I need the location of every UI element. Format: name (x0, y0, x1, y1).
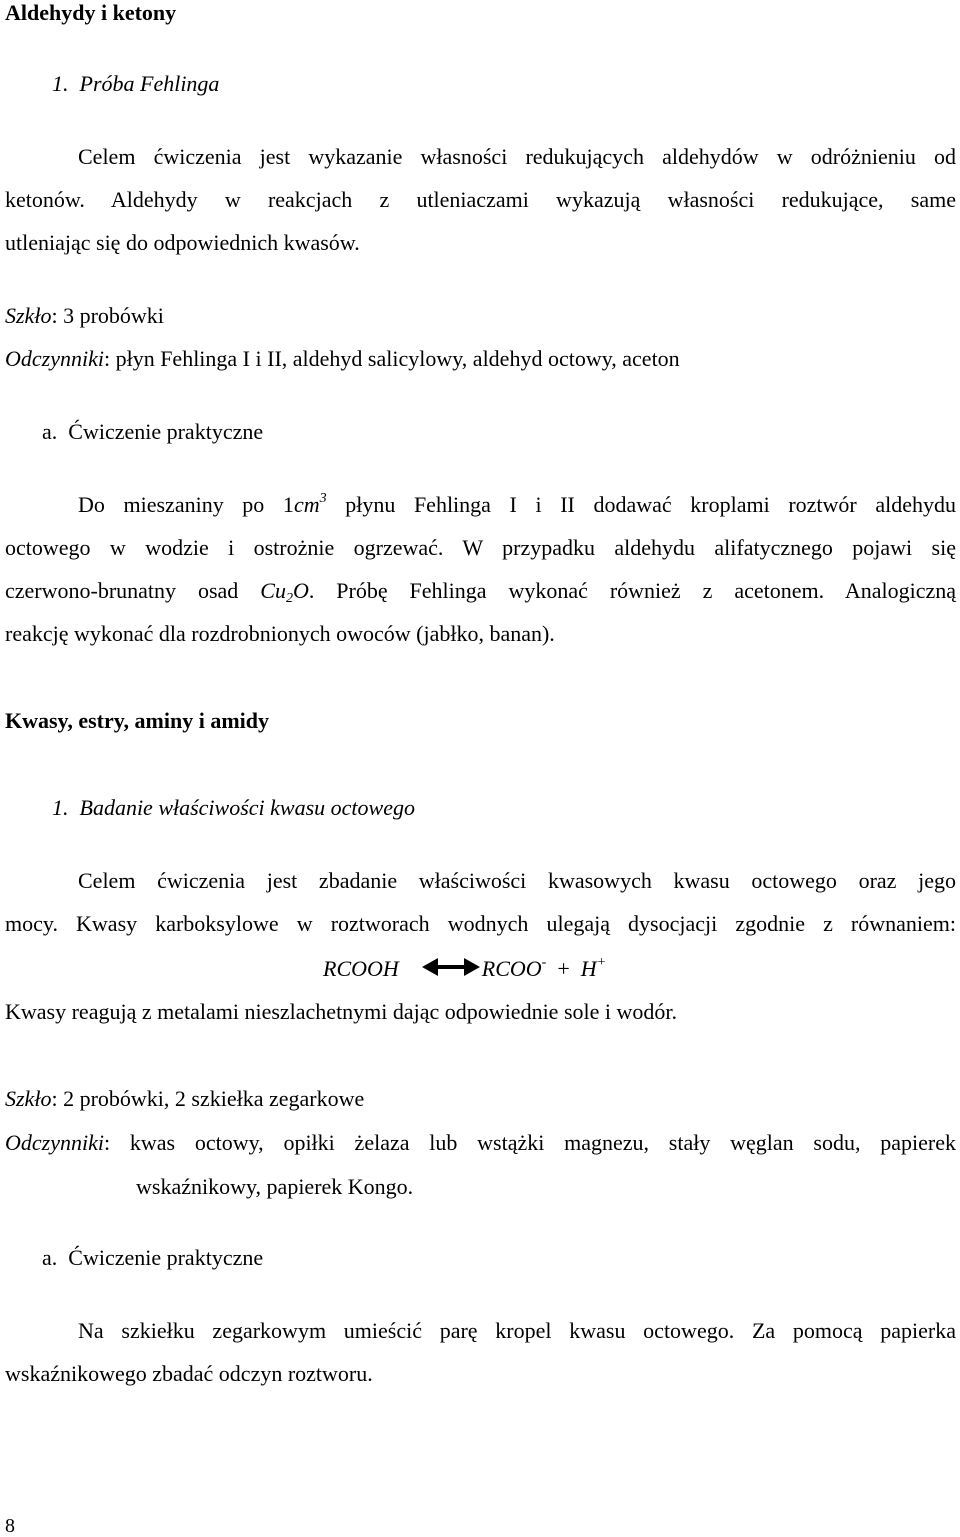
glass-list (5, 305, 164, 327)
eq-proton-text: H (580, 956, 597, 981)
exercise-heading (42, 421, 263, 443)
eq-anion-charge: - (541, 955, 547, 970)
exercise-letter: a. (42, 1245, 58, 1270)
eq-plus: + (557, 956, 570, 981)
reagents-text: : płyn Fehlinga I i II, aldehyd salicylowy, aldehyd octowy, aceton (103, 346, 680, 371)
page-number: 8 (5, 1515, 15, 1537)
item-title: Badanie właściwości kwasu octowego (79, 795, 415, 820)
unit-exponent: 3 (319, 491, 327, 506)
item-heading-fehling (52, 73, 219, 95)
glass-label: Szkło (5, 303, 52, 328)
reagents-list (5, 1132, 956, 1154)
formula-cu2o (260, 578, 309, 606)
paragraph-line: octowego w wodzie i ostrożnie ogrzewać. W przypadku aldehydu alifatycznego pojawi się (5, 535, 956, 560)
text-run: płynu Fehlinga I i II dodawać kroplami roztwór aldehydu (345, 492, 956, 517)
text-run: czerwono-brunatny osad (5, 578, 239, 603)
paragraph-line: ketonów. Aldehydy w reakcjach z utleniaczami wykazują własności redukujące, same (5, 187, 956, 212)
reagents-label: Odczynniki (5, 346, 104, 371)
paragraph-line (5, 578, 957, 606)
glass-text: : 2 probówki, 2 szkiełka zegarkowe (51, 1086, 365, 1111)
eq-proton-charge: + (596, 955, 607, 970)
text-run: . Próbę Fehlinga wykonać również z acetonem. Analogiczną (308, 578, 957, 603)
item-number: 1. (52, 71, 69, 96)
text-run: Do mieszaniny po 1 (78, 492, 294, 517)
exercise-letter: a. (42, 419, 58, 444)
exercise-title: Ćwiczenie praktyczne (68, 1245, 264, 1270)
paragraph-line: Celem ćwiczenia jest zbadanie właściwości kwasowych kwasu octowego oraz jego (78, 868, 956, 893)
item-number: 1. (52, 795, 69, 820)
item-heading-acetic-acid (52, 797, 415, 819)
formula-part: Cu (260, 578, 286, 603)
paragraph-line: Kwasy reagują z metalami nieszlachetnymi dając odpowiednie sole i wodór. (5, 999, 677, 1024)
paragraph-line: utleniając się do odpowiednich kwasów. (5, 230, 360, 255)
eq-anion-text: RCOO (481, 956, 542, 981)
glass-label: Szkło (5, 1086, 52, 1111)
paragraph-line: Na szkiełku zegarkowym umieścić parę kropel kwasu octowego. Za pomocą papierka (78, 1318, 956, 1343)
unit (294, 492, 327, 517)
eq-proton (581, 956, 606, 981)
paragraph-line: wskaźnikowego zbadać odczyn roztworu. (5, 1361, 373, 1386)
glass-list (5, 1088, 364, 1110)
reagents-continuation: wskaźnikowy, papierek Kongo. (136, 1174, 414, 1199)
formula-part: O (292, 578, 309, 603)
reagents-label: Odczynniki (5, 1130, 104, 1155)
paragraph-line: reakcję wykonać dla rozdrobnionych owoców (jabłko, banan). (5, 621, 555, 646)
eq-product-anion (482, 956, 547, 981)
equilibrium-double-arrow-icon (422, 955, 480, 979)
unit-text: cm (293, 492, 320, 517)
paragraph-line: mocy. Kwasy karboksylowe w roztworach wodnych ulegają dysocjacji zgodnie z równaniem: (5, 911, 956, 936)
item-title: Próba Fehlinga (79, 71, 220, 96)
paragraph-line: Celem ćwiczenia jest wykazanie własności redukujących aldehydów w odróżnieniu od (78, 144, 956, 169)
eq-reactant: RCOOH (323, 956, 399, 981)
paragraph-line (78, 491, 956, 517)
exercise-title: Ćwiczenie praktyczne (68, 419, 264, 444)
section-heading-aldehydes: Aldehydy i ketony (5, 0, 177, 25)
exercise-heading (42, 1247, 263, 1269)
reagents-text: : kwas octowy, opiłki żelaza lub wstążki magnezu, stały węglan sodu, papierek (103, 1130, 956, 1155)
glass-text: : 3 probówki (51, 303, 164, 328)
formula-subscript: 2 (285, 591, 293, 606)
section-heading-acids: Kwasy, estry, aminy i amidy (5, 708, 270, 733)
reagents-list (5, 348, 680, 370)
